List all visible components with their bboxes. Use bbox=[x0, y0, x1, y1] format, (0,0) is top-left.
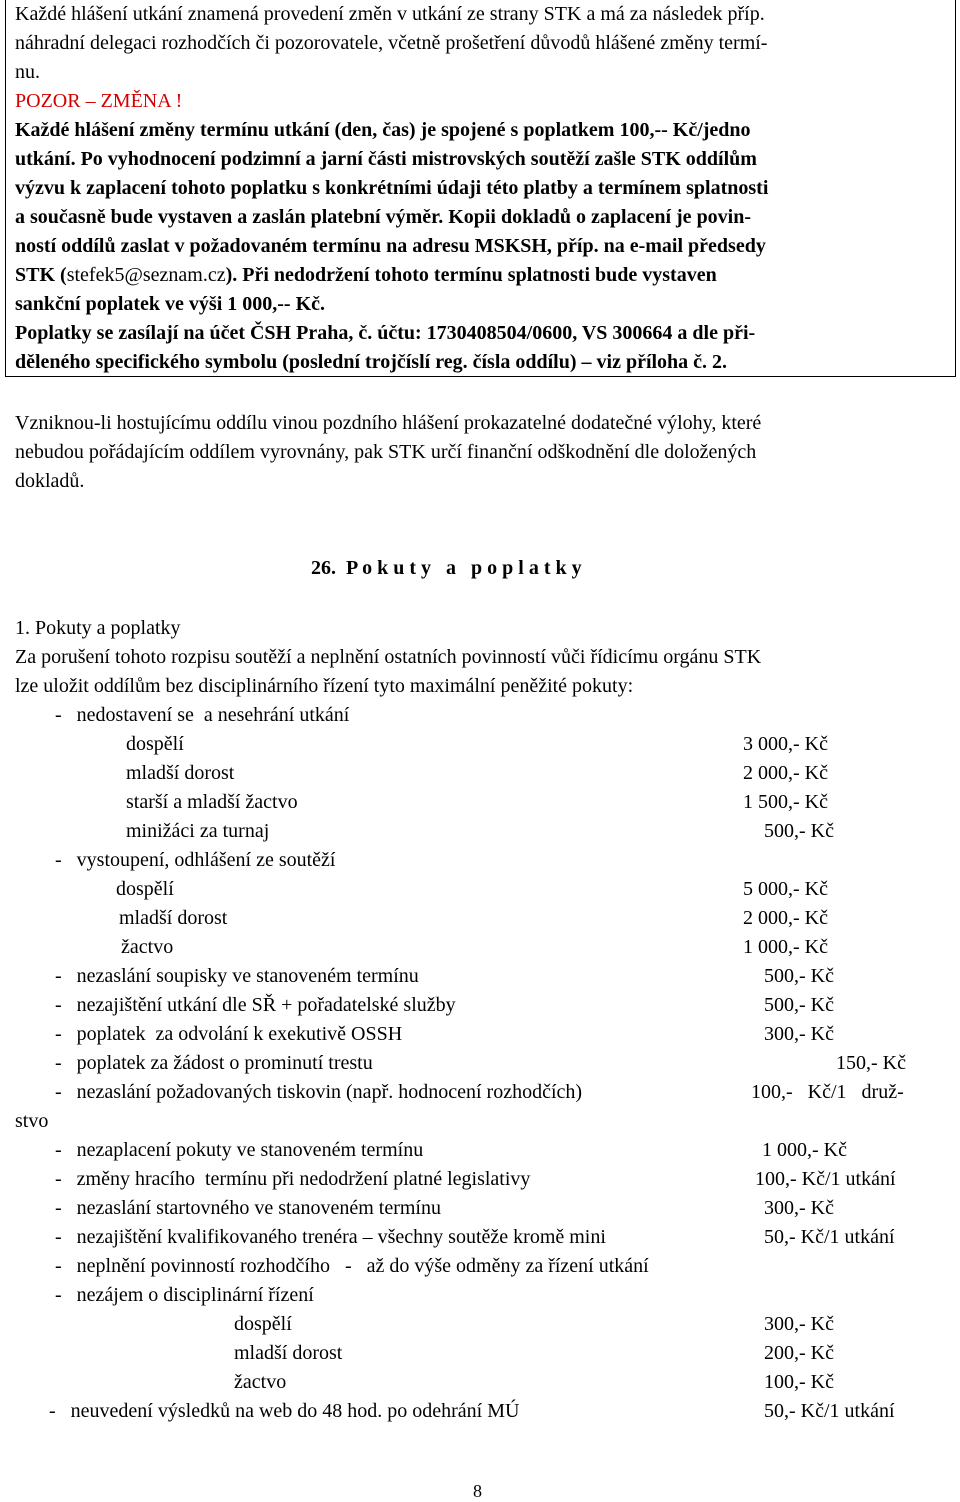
list-item-amount: 300,- Kč bbox=[764, 1023, 834, 1045]
list-item: žactvo bbox=[234, 1371, 287, 1393]
list-item: dospělí bbox=[126, 733, 184, 755]
list-item: - nezájem o disciplinární řízení bbox=[55, 1284, 314, 1306]
list-item: - nezajištění kvalifikovaného trenéra – všechny soutěže kromě mini bbox=[55, 1226, 606, 1248]
intro-line-1: Za porušení tohoto rozpisu soutěží a neplnění ostatních povinností vůči řídicímu orgánu STK bbox=[15, 646, 762, 668]
list-item-amount: 500,- Kč bbox=[764, 994, 834, 1016]
list-item: minižáci za turnaj bbox=[126, 820, 270, 842]
list-item-amount: 50,- Kč/1 utkání bbox=[764, 1400, 895, 1422]
list-item-amount: 1 500,- Kč bbox=[743, 791, 828, 813]
box-line-1: Každé hlášení utkání znamená provedení změn v utkání ze strany STK a má za následek příp. bbox=[15, 3, 765, 25]
list-item: - neuvedení výsledků na web do 48 hod. po odehrání MÚ bbox=[49, 1400, 520, 1422]
list-item: mladší dorost bbox=[126, 762, 235, 784]
list-item-amount: 100,- Kč bbox=[764, 1371, 834, 1393]
bold-line-4: a současně bude vystaven a zaslán platební výměr. Kopii dokladů o zaplacení je povin- bbox=[15, 206, 752, 228]
bold-line-7: sankční poplatek ve výši 1 000,-- Kč. bbox=[15, 293, 326, 315]
list-item-amount: 2 000,- Kč bbox=[743, 762, 828, 784]
list-item-amount: 100,- Kč/1 utkání bbox=[755, 1168, 896, 1190]
list-item: - nezaslání startovného ve stanoveném termínu bbox=[55, 1197, 441, 1219]
bold-line-2: utkání. Po vyhodnocení podzimní a jarní části mistrovských soutěží zašle STK oddílům bbox=[15, 148, 757, 170]
subsection-title: 1. Pokuty a poplatky bbox=[15, 617, 181, 639]
list-item: mladší dorost bbox=[119, 907, 228, 929]
paragraph-line-2: nebudou pořádajícím oddílem vyrovnány, pak STK určí finanční odškodnění dle doložených bbox=[15, 441, 757, 463]
list-item-amount: 3 000,- Kč bbox=[743, 733, 828, 755]
warning-text: POZOR – ZMĚNA ! bbox=[15, 90, 183, 112]
list-item: starší a mladší žactvo bbox=[126, 791, 298, 813]
list-item-amount: 1 000,- Kč bbox=[743, 936, 828, 958]
list-item: - poplatek za odvolání k exekutivě OSSH bbox=[55, 1023, 403, 1045]
list-item-amount: 5 000,- Kč bbox=[743, 878, 828, 900]
list-item-amount: 500,- Kč bbox=[764, 820, 834, 842]
bold-line-5: ností oddílů zaslat v požadovaném termínu na adresu MSKSH, příp. na e-mail předsedy bbox=[15, 235, 766, 257]
bold-line-1: Každé hlášení změny termínu utkání (den, čas) je spojené s poplatkem 100,-- Kč/jedno bbox=[15, 119, 751, 141]
bold-line-8: Poplatky se zasílají na účet ČSH Praha, č. účtu: 1730408504/0600, VS 300664 a dle při- bbox=[15, 322, 756, 344]
list-item-amount: 2 000,- Kč bbox=[743, 907, 828, 929]
list-item-amount: 150,- Kč bbox=[836, 1052, 906, 1074]
list-item: - vystoupení, odhlášení ze soutěží bbox=[55, 849, 336, 871]
list-item-amount: 50,- Kč/1 utkání bbox=[764, 1226, 895, 1248]
list-item: - nezaplacení pokuty ve stanoveném termínu bbox=[55, 1139, 424, 1161]
list-item: žactvo bbox=[121, 936, 174, 958]
list-item-amount: 300,- Kč bbox=[764, 1197, 834, 1219]
bold-line-9: děleného specifického symbolu (poslední trojčíslí reg. čísla oddílu) – viz příloha č. 2. bbox=[15, 351, 728, 373]
list-item-amount: 500,- Kč bbox=[764, 965, 834, 987]
list-item-continuation: stvo bbox=[15, 1110, 49, 1132]
list-item: - neplnění povinností rozhodčího - až do výše odměny za řízení utkání bbox=[55, 1255, 649, 1277]
list-item: dospělí bbox=[234, 1313, 292, 1335]
list-item: - změny hracího termínu při nedodržení platné legislativy bbox=[55, 1168, 531, 1190]
bold-line-3: výzvu k zaplacení tohoto poplatku s konkrétními údaji této platby a termínem splatnosti bbox=[15, 177, 769, 199]
email-prefix: STK ( bbox=[15, 264, 67, 286]
list-item: - nezajištění utkání dle SŘ + pořadatelské služby bbox=[55, 994, 456, 1016]
list-item-amount: 1 000,- Kč bbox=[762, 1139, 847, 1161]
paragraph-line-1: Vzniknou-li hostujícímu oddílu vinou pozdního hlášení prokazatelné dodatečné výlohy, které bbox=[15, 412, 762, 434]
email-link[interactable]: stefek5@seznam.cz bbox=[66, 264, 226, 286]
list-item: - nedostavení se a nesehrání utkání bbox=[55, 704, 350, 726]
box-line-2: náhradní delegaci rozhodčích či pozorovatele, včetně prošetření důvodů hlášené změny termí- bbox=[15, 32, 768, 54]
list-item-amount: 100,- Kč/1 druž- bbox=[751, 1081, 904, 1103]
email-suffix: ). Při nedodržení tohoto termínu splatnosti bude vystaven bbox=[225, 264, 717, 286]
list-item: mladší dorost bbox=[234, 1342, 343, 1364]
list-item-amount: 200,- Kč bbox=[764, 1342, 834, 1364]
paragraph-line-3: dokladů. bbox=[15, 470, 85, 492]
page-number: 8 bbox=[473, 1481, 482, 1501]
email-line bbox=[15, 263, 717, 287]
list-item: - poplatek za žádost o prominutí trestu bbox=[55, 1052, 373, 1074]
list-item: - nezaslání soupisky ve stanoveném termínu bbox=[55, 965, 419, 987]
list-item-amount: 300,- Kč bbox=[764, 1313, 834, 1335]
box-line-3: nu. bbox=[15, 61, 40, 83]
intro-line-2: lze uložit oddílům bez disciplinárního řízení tyto maximální peněžité pokuty: bbox=[15, 675, 634, 697]
list-item: - nezaslání požadovaných tiskovin (např. hodnocení rozhodčích) bbox=[55, 1081, 583, 1103]
list-item: dospělí bbox=[116, 878, 174, 900]
section-heading: 26. P o k u t y a p o p l a t k y bbox=[311, 557, 582, 579]
